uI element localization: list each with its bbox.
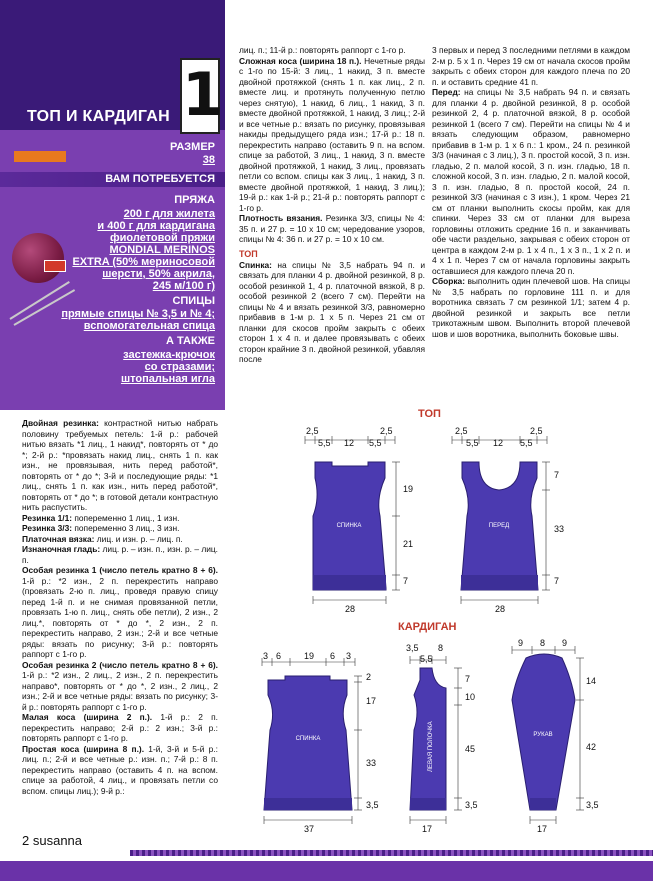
svg-text:14: 14 <box>586 676 597 686</box>
svg-text:2,5: 2,5 <box>530 426 543 436</box>
svg-text:5,5: 5,5 <box>420 654 433 664</box>
text-paragraph: Резинка 1/1: попеременно 1 лиц., 1 изн. <box>22 512 180 523</box>
svg-text:6: 6 <box>330 651 336 661</box>
svg-text:5,5: 5,5 <box>520 438 533 448</box>
size-label: РАЗМЕР <box>169 141 215 153</box>
svg-text:3,5: 3,5 <box>586 800 599 810</box>
yarn-label-tag-icon <box>44 260 66 272</box>
text-paragraph: Изнаночная гладь: лиц. р. – изн. п., изн. р. – лиц. п. <box>22 544 219 565</box>
schematic-diagrams <box>225 410 653 850</box>
text-paragraph: Особая резинка 2 (число петель кратно 8 + 6). 1-й р.: *2 изн., 2 лиц., 2 изн., 2 п. перекрестить направо*, повторять от * до *, 2 изн., 2 лиц., 2 изн.; 2-й и все четные ряды: вязать по рисунку; 3-й р.: повторять раппорт с 1-го р. <box>22 659 218 712</box>
info-sidebar: 1 ТОП И КАРДИГАН РАЗМЕР 38 ВАМ ПОТРЕБУЕТСЯ ПРЯЖА 200 г для жилета и 400 г для кардигана фиолетовой пряжи MONDIAL MERINOS EXTRA (50% мериносовой шерсти, 50% акрила, 245 м/100 г) СПИЦЫ прямые спицы № 3,5 и № 4; вспомогательная спица А ТАКЖЕ застежка-крючок со стразами; штопальная игла <box>0 0 225 410</box>
svg-text:2,5: 2,5 <box>455 426 468 436</box>
svg-text:3,5: 3,5 <box>366 800 379 810</box>
cardigan-back-piece <box>262 651 379 834</box>
needles-line: прямые спицы № 3,5 и № 4; <box>61 308 215 320</box>
svg-text:2,5: 2,5 <box>380 426 393 436</box>
svg-text:10: 10 <box>465 692 476 702</box>
cardigan-back-label: СПИНКА <box>295 736 321 742</box>
yarn-ball-icon <box>12 233 64 283</box>
svg-text:17: 17 <box>537 824 548 834</box>
footer-bar <box>0 861 653 881</box>
text-paragraph: Резинка 3/3: попеременно 3 лиц., 3 изн. <box>22 523 180 533</box>
svg-text:7: 7 <box>465 674 471 684</box>
text-paragraph: Сборка: выполнить один плечевой шов. На спицы № 3,5 набрать по горловине 111 п. и для воротника связать 7 см резинкой 1/1; затем 4 р. двойной резинкой и закрыть все петли трикотажным швом. Выполнить второй плечевой шов и шов воротника, выполнить боковые швы. <box>432 276 630 339</box>
svg-text:28: 28 <box>345 604 356 614</box>
left-text-column <box>22 418 218 796</box>
text-paragraph: Перед: на спицы № 3,5 набрать 94 п. и связать для планки 4 р. двойной резинкой, 8 р. особой резинкой 2, 4 р. платочной вязкой, 8 р. особой резинкой 1 (всего 7 см). Перейти на спицы № 4 и вязать следующим образом, равномерно прибавив в 1-м р. 1 х 6 п.: 1 кром., 24 п. резинкой 3/3 (начиная с 3 лиц.), 3 п. простой косой, 3 п. изн. гладью, 2 п. малой косой, 3 п. изн. гладью, 18 п. сложной косой, 3 п. изн. гладью, 2 п. малой косой, 3 п. изн. гладью, 8 п. простой косой, 24 п. резинкой 3/3 (начиная с 3 изн.), 1 кром. Через 21 см от планки выполнить скосы пройм, как для спинки. Через 33 см от планки для выреза горловины отложить средние 16 п. и заканчивать обе части раздельно, закрывая с обеих сторон от центра в каждом 2-м р. 1 х 4 п., 1 х 3 п., 1 х 2 п. и 4 х 1 п. Через 7 см от начала горловины закрыть оставшиеся для каждого плеча 20 п. <box>432 87 630 276</box>
svg-text:37: 37 <box>304 824 315 834</box>
svg-text:7: 7 <box>554 576 560 586</box>
text-paragraph: Плотность вязания. Резинка 3/3, спицы № 4: 35 п. и 27 р. = 10 х 10 см; чередование узоров, спицы № 4: 36 п. и 27 р. = 10 х 10 см. <box>239 213 426 244</box>
text-paragraph: 3 первых и перед 3 последними петлями в каждом 2-м р. 5 х 1 п. Через 19 см от начала скосов пройм закрыть с обеих сторон для каждого плеча по 20 п. и оставить средние 41 п. <box>432 45 630 87</box>
cardigan-left-front-piece <box>406 643 478 834</box>
svg-text:8: 8 <box>438 643 444 653</box>
top-heading: ТОП <box>239 248 258 259</box>
svg-text:5,5: 5,5 <box>318 438 331 448</box>
svg-text:8: 8 <box>540 638 546 648</box>
brand-name: susanna <box>32 833 83 848</box>
svg-text:2,5: 2,5 <box>306 426 319 436</box>
text-paragraph: Особая резинка 1 (число петель кратно 8 + 6). 1-й р.: *2 изн., 2 п. перекрестить направо (провязать 2-ю п. лиц., проведя правую спицу перед 1-й п. и не снимая провязанной петли, провязать 1-ю п. лиц., снять обе петли), 2 изн., 2 лиц.*, повторять от * до *, 2 изн., 2 п. перекрестить направо, 2 изн.; 2-й и все четные ряды: вязать по рисунку; 3-й р.: повторять раппорт с 1-го р. <box>22 565 218 659</box>
yarn-label: ПРЯЖА <box>174 194 215 206</box>
text-paragraph: Простая коса (ширина 8 п.). 1-й, 3-й и 5-й р.: лиц. п.; 2-й и все четные р.: изн. п.; 7-й р.: 8 п. перекрестить направо (оставить 4 п. на вспом. спице за работой, 4 лиц., и провязать петли со вспом. спицы лиц.); 9-й р.: <box>22 743 218 796</box>
pattern-number: 1 <box>180 58 220 134</box>
text-paragraph: лиц. п.; 11-й р.: повторять раппорт с 1-го р. <box>239 45 406 55</box>
right-text-column <box>432 45 630 339</box>
text-paragraph: Двойная резинка: контрастной нитью набрать половину требуемых петель: 1-й р.: рабочей нитью вязать *1 лиц., 1 накид*, повторять от * до *; 2-й р.: *провязать накид лиц., снять 1 п. как изн., не провязывая, нить перед работой*, повторять от * до *; 3-й и последующие ряды: *1 лиц., снять 1 п. как изн., нить перед работой*, повторять от * до *; в готовой детали контрастную нить распустить. <box>22 418 218 512</box>
svg-text:17: 17 <box>366 696 377 706</box>
svg-text:33: 33 <box>554 524 565 534</box>
svg-text:21: 21 <box>403 539 414 549</box>
svg-text:19: 19 <box>403 484 414 494</box>
text-paragraph: Платочная вязка: лиц. и изн. р. – лиц. п. <box>22 533 183 544</box>
svg-text:5,5: 5,5 <box>369 438 382 448</box>
svg-text:2: 2 <box>366 672 372 682</box>
top-diagram-title: ТОП <box>418 408 441 420</box>
back-paragraph: Спинка: на спицы № 3,5 набрать 94 п. и связать для планки 4 р. двойной резинкой, 8 р. особой резинкой 1, 4 р. платочной вязкой, 8 р. особой резинкой 2 (всего 7 см). Перейти на спицы № 4 и вязать резинкой 3/3, равномерно прибавив в 1-м р. 1 х 5 п. Через 21 см от планки для скосов пройм закрыть с обеих сторон 1 х 4 п. и далее провязывать с обеих сторон крайние 3 п. двойной резинкой, убавляя после <box>239 259 425 364</box>
page-number: 2 <box>22 833 30 848</box>
text-paragraph: Сложная коса (ширина 18 п.). Нечетные ряды с 1-го по 15-й: 3 лиц., 1 накид, 3 п. вместе двойной протяжкой (снять 1 п. как лиц., 2 п. вместе лиц. и протянуть полученную петлю через снятую), 1 накид, 6 лиц., 1 накид, 3 п. вместе двойной протяжкой, 1 накид, 3 лиц.; 2-й и все четные р.: вязать по рисунку, провязывая накиды предыдущего ряда изн.; 17-й р.: 18 п. перекрестить направо (оставить 9 п. на вспом. спице за работой, 3 лиц., 1 накид, 3 п. вместе двойной протяжкой, 1 накид, 3 лиц., провязать петли со вспом. спицы как 3 лиц., 1 накид, 3 п. вместе двойной протяжкой, 1 накид, 3 лиц.); 19-й р.: как 1-й р.; 21-й р.: повторять раппорт с 1-го р. <box>239 55 425 213</box>
page-footer <box>22 833 82 848</box>
svg-text:28: 28 <box>495 604 506 614</box>
top-back-piece <box>305 426 413 614</box>
svg-text:3: 3 <box>263 651 269 661</box>
text-paragraph: Малая коса (ширина 2 п.). 1-й р.: 2 п. перекрестить направо; 2-й р.: 2 изн.; 3-й р.: повторять раппорт с 1-го р. <box>22 712 218 743</box>
svg-text:5,5: 5,5 <box>466 438 479 448</box>
svg-text:7: 7 <box>554 470 560 480</box>
cardigan-sleeve-piece <box>512 638 599 834</box>
also-label: А ТАКЖЕ <box>166 335 215 347</box>
top-front-label: ПЕРЕД <box>488 523 510 529</box>
also-line: штопальная игла <box>120 373 215 385</box>
svg-text:17: 17 <box>422 824 433 834</box>
top-front-piece <box>452 426 564 614</box>
top-back-label: СПИНКА <box>336 523 362 529</box>
svg-text:9: 9 <box>562 638 568 648</box>
svg-text:19: 19 <box>304 651 315 661</box>
svg-text:33: 33 <box>366 758 377 768</box>
svg-text:12: 12 <box>493 438 504 448</box>
sleeve-label: РУКАВ <box>533 732 553 738</box>
footer-stripe <box>130 850 653 856</box>
svg-text:3,5: 3,5 <box>406 643 419 653</box>
cardigan-diagram-title: КАРДИГАН <box>398 621 457 633</box>
also-line: со стразами; <box>144 361 215 373</box>
size-value: 38 <box>202 154 215 166</box>
svg-text:42: 42 <box>586 742 597 752</box>
svg-text:45: 45 <box>465 744 476 754</box>
svg-text:6: 6 <box>276 651 282 661</box>
svg-text:3: 3 <box>346 651 352 661</box>
svg-text:7: 7 <box>403 576 409 586</box>
needles-line: вспомогательная спица <box>83 320 215 332</box>
left-front-label: ЛЕВАЯ ПОЛОЧКА <box>428 721 434 772</box>
svg-text:12: 12 <box>344 438 355 448</box>
middle-text-column <box>239 45 425 365</box>
need-label: ВАМ ПОТРЕБУЕТСЯ <box>0 172 225 187</box>
page-title: ТОП И КАРДИГАН <box>27 108 170 125</box>
svg-text:3,5: 3,5 <box>465 800 478 810</box>
also-line: застежка-крючок <box>123 349 215 361</box>
needles-label: СПИЦЫ <box>172 295 215 307</box>
svg-text:9: 9 <box>518 638 524 648</box>
